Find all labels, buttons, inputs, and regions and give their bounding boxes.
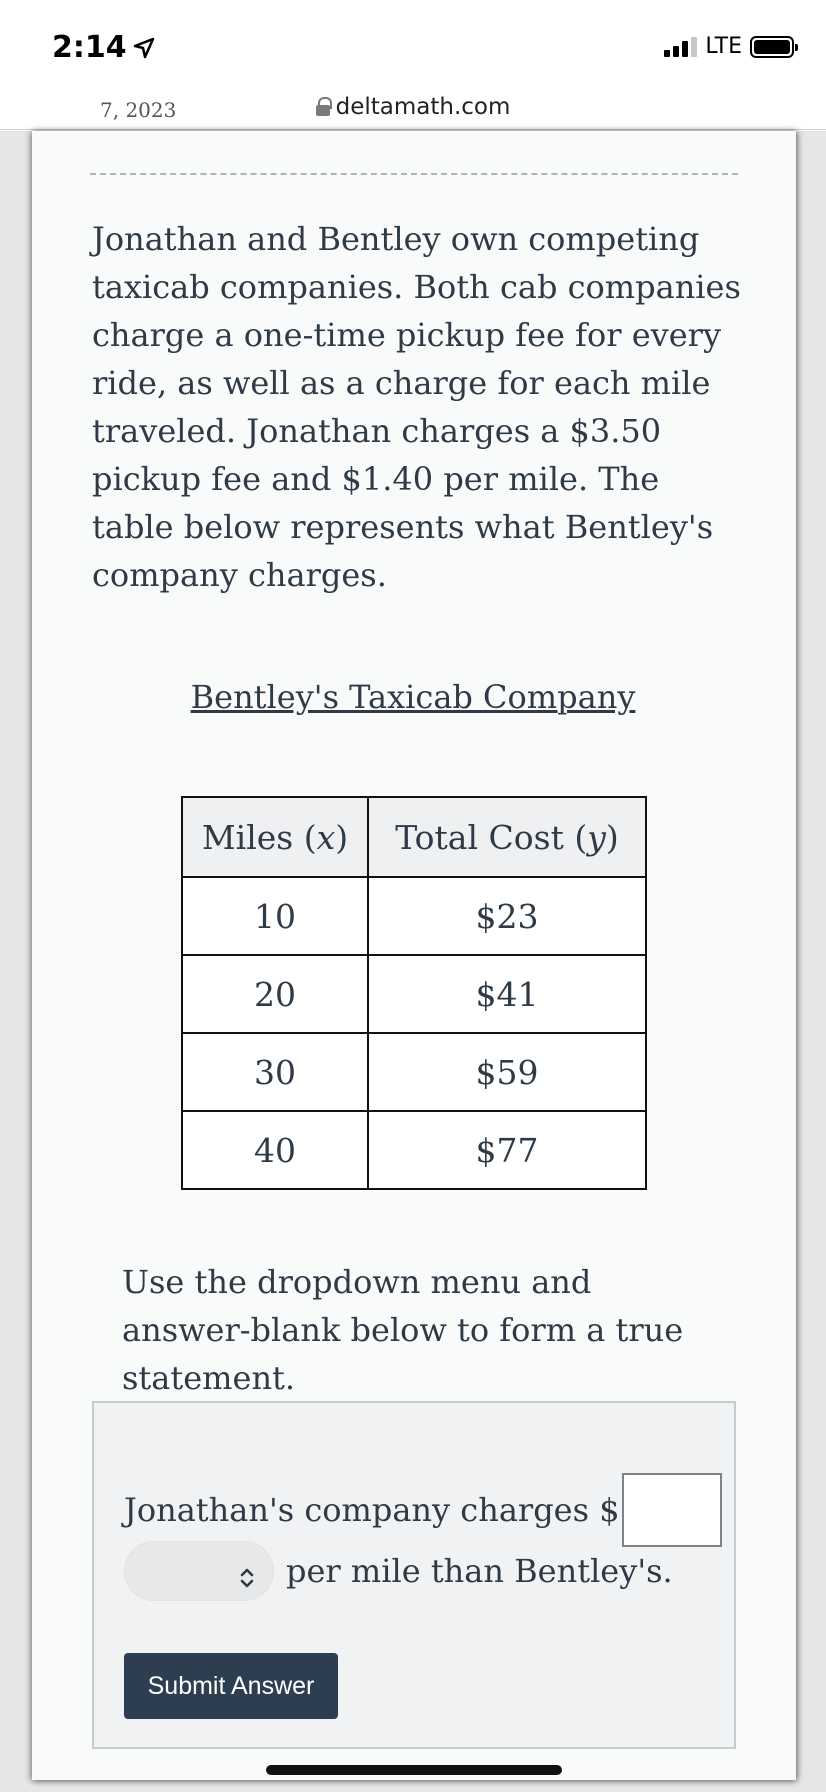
signal-icon xyxy=(664,37,697,57)
answer-prefix: Jonathan's company charges $ xyxy=(124,1491,620,1529)
clock-text: 2:14 xyxy=(52,30,127,65)
problem-text: Jonathan and Bentley own competing taxicab companies. Both cab companies charge a one-time pickup fee for every ride, as well as a charge for each mile traveled. Jonathan charges a $3.50 pickup fee and $1.40 per mile. The table below represents what Bentley's company charges. xyxy=(92,220,741,594)
answer-line-1 xyxy=(124,1473,722,1547)
url-text: deltamath.com xyxy=(335,93,511,120)
header-total-cost: Total Cost (y) xyxy=(368,797,646,877)
status-indicators xyxy=(664,34,794,59)
cell-cost: $59 xyxy=(368,1033,646,1111)
cell-cost: $23 xyxy=(368,877,646,955)
table-row xyxy=(182,1033,646,1111)
cell-miles: 40 xyxy=(182,1111,368,1189)
data-table xyxy=(181,796,647,1190)
dropdown-chevrons-icon xyxy=(239,1560,255,1584)
cell-miles: 30 xyxy=(182,1033,368,1111)
answer-suffix: per mile than Bentley's. xyxy=(286,1552,673,1590)
network-label: LTE xyxy=(705,34,742,59)
answer-input[interactable] xyxy=(622,1473,722,1547)
cell-cost: $41 xyxy=(368,955,646,1033)
cell-miles: 20 xyxy=(182,955,368,1033)
battery-icon xyxy=(750,36,794,58)
answer-line-2 xyxy=(124,1541,673,1601)
cell-cost: $77 xyxy=(368,1111,646,1189)
table-header-row xyxy=(182,797,646,877)
header-miles: Miles (x) xyxy=(182,797,368,877)
table-title: Bentley's Taxicab Company xyxy=(190,678,636,716)
status-time xyxy=(52,30,155,65)
table-row xyxy=(182,877,646,955)
dashed-divider xyxy=(90,173,738,175)
table-row xyxy=(182,955,646,1033)
instruction-text: Use the dropdown menu and answer-blank below to form a true statement. xyxy=(122,1263,684,1397)
navigation-arrow-icon xyxy=(133,37,155,59)
cell-miles: 10 xyxy=(182,877,368,955)
status-bar xyxy=(0,0,826,84)
lock-icon xyxy=(316,97,330,117)
answer-box xyxy=(92,1401,736,1749)
submit-answer-button[interactable]: Submit Answer xyxy=(124,1653,338,1719)
table-row xyxy=(182,1111,646,1189)
clipped-text: 7, 2023 xyxy=(100,98,177,122)
comparison-dropdown[interactable] xyxy=(124,1541,274,1601)
home-indicator xyxy=(266,1765,562,1775)
